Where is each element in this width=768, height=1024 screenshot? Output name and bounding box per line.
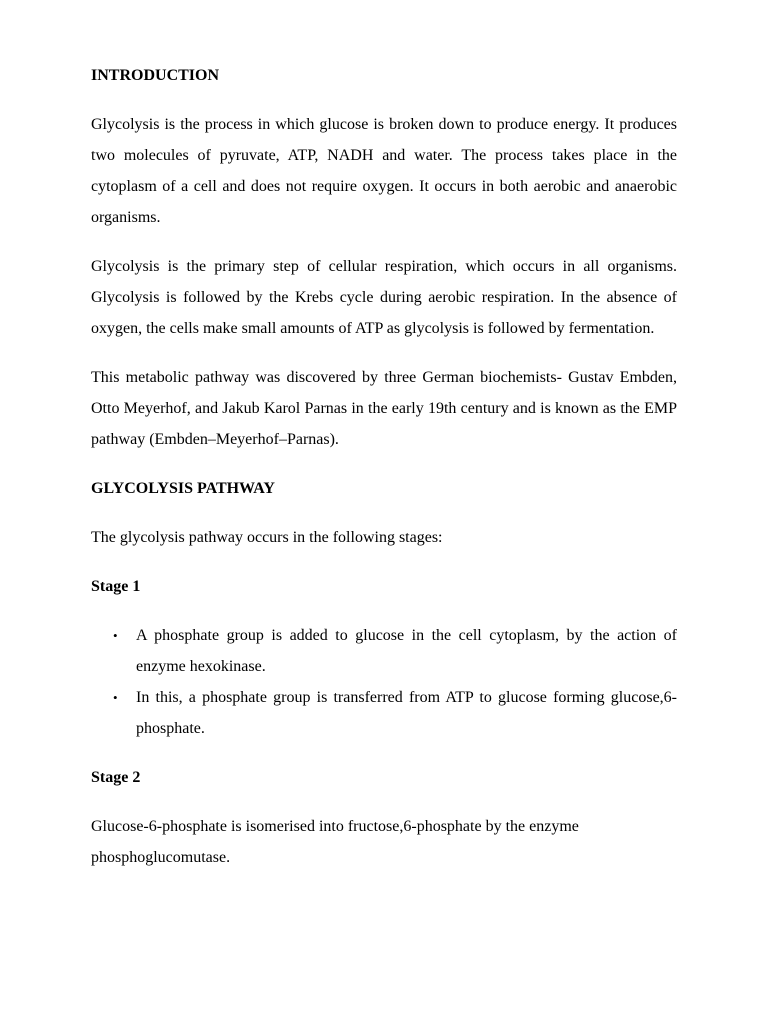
list-item-text: In this, a phosphate group is transferred from ATP to glucose forming glucose,6-phosphate. — [136, 689, 677, 737]
bullet-icon: • — [113, 628, 118, 643]
intro-heading: INTRODUCTION — [91, 67, 220, 84]
intro-paragraph-1: Glycolysis is the process in which glucose is broken down to produce energy. It produces two molecules of pyruvate, ATP, NADH and water. The process takes place in the cytoplasm of a cell and does not require oxygen. It occurs in both aerobic and anaerobic organisms. — [91, 116, 677, 226]
bullet-icon: • — [113, 690, 118, 705]
intro-paragraph-2: Glycolysis is the primary step of cellular respiration, which occurs in all organisms. Glycolysis is followed by the Krebs cycle during aerobic respiration. In the absence of oxygen, the cells make small amounts of ATP as glycolysis is followed by fermentation. — [91, 258, 677, 337]
intro-paragraph-3: This metabolic pathway was discovered by three German biochemists- Gustav Embden, Otto Meyerhof, and Jakub Karol Parnas in the early 19th century and is known as the EMP pathway (Embden–Meyerhof–Parnas). — [91, 369, 677, 448]
stage-2-paragraph: Glucose-6-phosphate is isomerised into fructose,6-phosphate by the enzyme phosphoglucomutase. — [91, 818, 579, 866]
stage-1-bullet-list — [91, 620, 677, 744]
pathway-heading: GLYCOLYSIS PATHWAY — [91, 480, 275, 497]
list-item-text: A phosphate group is added to glucose in the cell cytoplasm, by the action of enzyme hexokinase. — [136, 627, 677, 675]
pathway-intro: The glycolysis pathway occurs in the following stages: — [91, 529, 443, 546]
list-item — [91, 620, 677, 682]
stage-1-title: Stage 1 — [91, 578, 141, 595]
stage-2-title: Stage 2 — [91, 769, 141, 786]
list-item — [91, 682, 677, 744]
